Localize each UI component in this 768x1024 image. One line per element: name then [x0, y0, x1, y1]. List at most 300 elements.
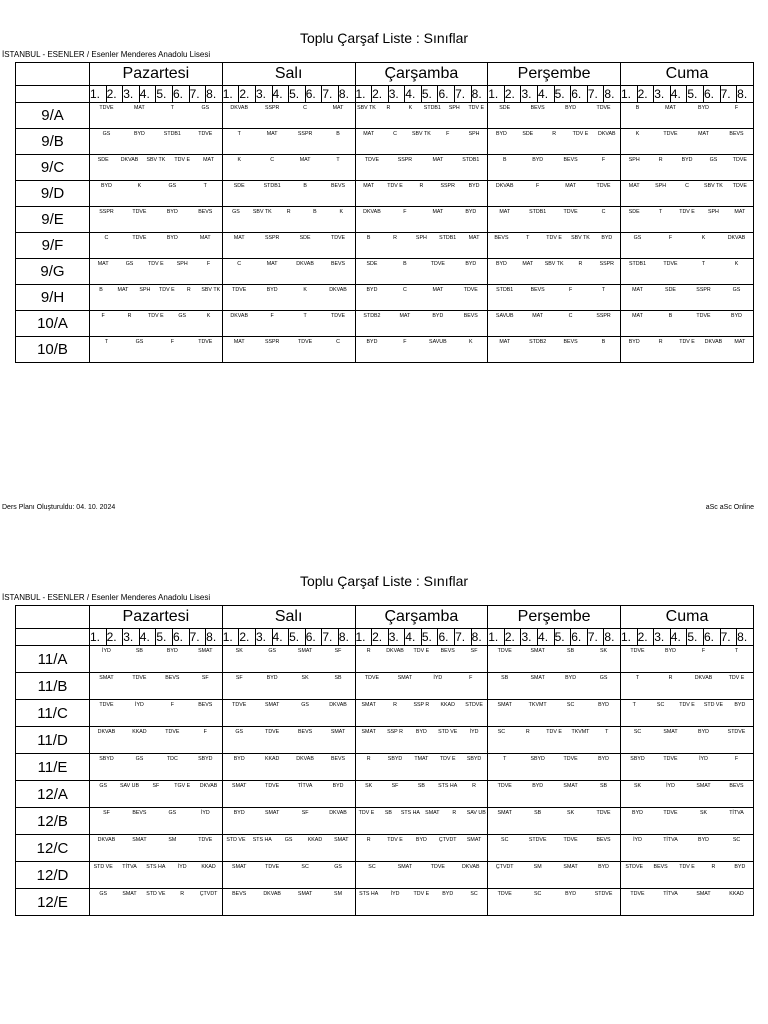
- lesson-code: BYD: [565, 675, 577, 681]
- day-lessons-cell: [90, 155, 223, 181]
- day-lessons-cell: [222, 207, 355, 233]
- table-row: [16, 754, 754, 781]
- lesson-code: F: [206, 261, 211, 267]
- lesson-code: DKVAB: [296, 261, 314, 267]
- day-header: Perşembe: [488, 63, 621, 86]
- lesson-code: SK: [599, 648, 608, 654]
- lesson-code: T: [701, 261, 706, 267]
- lesson-code: BYD: [532, 157, 544, 163]
- day-lessons-cell: [355, 781, 488, 808]
- lesson-code: B: [303, 183, 307, 189]
- lesson-code: DKVAB: [727, 235, 746, 241]
- lesson-code: SC: [533, 891, 542, 897]
- lesson-code: TKVMT: [528, 702, 547, 708]
- lesson-code: DKVAB: [97, 729, 116, 735]
- lesson-code: SSPR: [99, 209, 114, 215]
- lesson-code: SPH: [655, 183, 667, 189]
- lesson-code: R: [386, 105, 391, 111]
- lesson-code: SMAT: [297, 648, 313, 654]
- lesson-code: SB: [384, 810, 392, 816]
- lesson-code: BYD: [366, 339, 378, 345]
- day-lessons-cell: [222, 155, 355, 181]
- day-header: Pazartesi: [90, 606, 223, 629]
- lesson-code: MAT: [532, 313, 544, 319]
- lesson-code: TDV E: [413, 648, 430, 654]
- lesson-code: STD VE: [93, 864, 113, 870]
- lesson-code: STS HA: [400, 810, 420, 816]
- lesson-code: TDV E: [174, 157, 190, 163]
- day-lessons-cell: [90, 311, 223, 337]
- lesson-code: GS: [135, 756, 144, 762]
- class-name: 12/D: [16, 862, 90, 889]
- lesson-code: TDV E: [728, 675, 745, 681]
- lesson-code: SBYD: [466, 756, 482, 762]
- lesson-code: TDVE: [732, 157, 747, 163]
- period-header: 4.: [272, 629, 289, 646]
- lesson-code: K: [701, 235, 706, 241]
- lesson-code: SK: [301, 675, 309, 681]
- lesson-code: GS: [125, 261, 134, 267]
- class-name: 11/E: [16, 754, 90, 781]
- lesson-code: SF: [103, 810, 110, 816]
- lesson-code: STS HA: [438, 783, 458, 789]
- lesson-code: DKVAB: [199, 783, 218, 789]
- lesson-code: DKVAB: [704, 339, 723, 345]
- lesson-code: KKAD: [201, 864, 216, 870]
- lesson-code: MAT: [363, 131, 375, 137]
- lesson-code: BYD: [565, 105, 577, 111]
- lesson-code: R: [552, 131, 557, 137]
- lesson-code: B: [99, 287, 103, 293]
- table-row: [16, 862, 754, 889]
- lesson-code: MAT: [233, 339, 245, 345]
- day-lessons-cell: [488, 673, 621, 700]
- lesson-code: BEVS: [330, 756, 346, 762]
- lesson-code: DKVAB: [495, 183, 514, 189]
- day-lessons-cell: [90, 207, 223, 233]
- period-header: 4.: [405, 86, 422, 103]
- day-lessons-cell: [222, 181, 355, 207]
- lesson-code: TDVE: [563, 209, 578, 215]
- lesson-code: TDVE: [563, 756, 578, 762]
- lesson-code: TDVE: [198, 339, 213, 345]
- lesson-code: BEVS: [530, 287, 545, 293]
- day-lessons-cell: [355, 337, 488, 363]
- lesson-code: BYD: [532, 783, 544, 789]
- footer-created: Ders Planı Oluşturuldu: 04. 10. 2024: [2, 504, 116, 511]
- lesson-code: MAT: [468, 235, 480, 241]
- lesson-code: SMAT: [696, 783, 711, 789]
- lesson-code: STDB1: [423, 105, 441, 111]
- lesson-code: SM: [334, 891, 342, 897]
- period-header: 2.: [637, 629, 654, 646]
- period-header: 1.: [488, 86, 505, 103]
- lesson-code: K: [137, 183, 142, 189]
- lesson-code: SF: [201, 675, 209, 681]
- lesson-code: R: [419, 183, 424, 189]
- lesson-code: BYD: [628, 339, 640, 345]
- lesson-code: STS HA: [252, 837, 272, 843]
- table-row: [16, 337, 754, 363]
- lesson-code: İYD: [433, 675, 443, 681]
- lesson-code: SBV TK: [704, 183, 723, 189]
- lesson-code: SM: [533, 864, 542, 870]
- class-name: 12/C: [16, 835, 90, 862]
- lesson-code: F: [734, 105, 739, 111]
- lesson-code: SK: [365, 783, 373, 789]
- day-header: Cuma: [621, 606, 754, 629]
- lesson-code: K: [237, 157, 241, 163]
- day-lessons-cell: [90, 103, 223, 129]
- table-row: [16, 889, 754, 916]
- lesson-code: K: [339, 209, 344, 215]
- day-lessons-cell: [90, 835, 223, 862]
- lesson-code: GS: [168, 810, 177, 816]
- day-lessons-cell: [222, 311, 355, 337]
- class-name: 9/E: [16, 207, 90, 233]
- day-lessons-cell: [488, 781, 621, 808]
- period-header: 8.: [471, 629, 488, 646]
- lesson-code: SMAT: [397, 675, 413, 681]
- period-header: 4.: [405, 629, 422, 646]
- lesson-code: B: [601, 339, 606, 345]
- lesson-code: SB: [135, 648, 143, 654]
- day-lessons-cell: [621, 781, 754, 808]
- period-header: 5.: [421, 629, 438, 646]
- lesson-code: BEVS: [530, 105, 545, 111]
- lesson-code: GS: [709, 157, 718, 163]
- lesson-code: TDVE: [497, 891, 512, 897]
- lesson-code: İYD: [102, 648, 111, 654]
- period-header: 8.: [471, 86, 488, 103]
- day-lessons-cell: [222, 862, 355, 889]
- lesson-code: TDV E: [148, 313, 164, 319]
- lesson-code: MAT: [499, 339, 511, 345]
- lesson-code: GS: [201, 105, 210, 111]
- lesson-code: TDVE: [596, 183, 611, 189]
- table-row: [16, 103, 754, 129]
- lesson-code: TDVE: [696, 313, 711, 319]
- period-header: 2.: [504, 86, 521, 103]
- lesson-code: TDV E: [387, 837, 403, 843]
- day-lessons-cell: [355, 285, 488, 311]
- lesson-code: STD VE: [703, 702, 723, 708]
- lesson-code: KKAD: [440, 702, 455, 708]
- day-lessons-cell: [355, 233, 488, 259]
- corner-cell: [16, 63, 90, 86]
- lesson-code: MAT: [363, 183, 375, 189]
- lesson-code: STDB1: [628, 261, 647, 267]
- lesson-code: BYD: [681, 157, 693, 163]
- lesson-code: TDVE: [265, 864, 280, 870]
- lesson-code: KKAD: [132, 729, 147, 735]
- lesson-code: SDE: [499, 105, 511, 111]
- day-lessons-cell: [488, 181, 621, 207]
- table-row: [16, 673, 754, 700]
- lesson-code: SMAT: [297, 891, 313, 897]
- lesson-code: C: [270, 157, 275, 163]
- lesson-code: DKVAB: [120, 157, 139, 163]
- lesson-code: DKVAB: [263, 891, 281, 897]
- lesson-code: MAT: [266, 131, 278, 137]
- class-name: 9/G: [16, 259, 90, 285]
- lesson-code: SPH: [707, 209, 719, 215]
- lesson-code: R: [711, 864, 716, 870]
- day-lessons-cell: [488, 233, 621, 259]
- lesson-code: İYD: [177, 864, 187, 870]
- lesson-code: GS: [99, 891, 107, 897]
- period-header: 5.: [554, 629, 571, 646]
- lesson-code: R: [366, 837, 371, 843]
- lesson-code: TKVMT: [571, 729, 590, 735]
- lesson-code: SK: [699, 810, 708, 816]
- period-header: 6.: [172, 629, 189, 646]
- day-lessons-cell: [90, 862, 223, 889]
- lesson-code: GS: [633, 235, 642, 241]
- period-header: 6.: [571, 86, 588, 103]
- day-lessons-cell: [488, 835, 621, 862]
- lesson-code: TDVE: [663, 756, 678, 762]
- class-name: 12/E: [16, 889, 90, 916]
- lesson-code: BEVS: [165, 675, 180, 681]
- period-header: 6.: [571, 629, 588, 646]
- lesson-code: BYD: [465, 209, 477, 215]
- day-lessons-cell: [355, 311, 488, 337]
- lesson-code: T: [336, 157, 340, 163]
- period-header: 1.: [355, 86, 372, 103]
- lesson-code: BEVS: [596, 837, 611, 843]
- lesson-code: SF: [301, 810, 309, 816]
- lesson-code: SPH: [139, 287, 151, 293]
- lesson-code: B: [668, 313, 673, 319]
- lesson-code: SC: [368, 864, 376, 870]
- day-lessons-cell: [222, 673, 355, 700]
- lesson-code: BYD: [601, 235, 613, 241]
- lesson-code: SBYD: [198, 756, 213, 762]
- lesson-code: TDVE: [165, 729, 180, 735]
- period-header: 3.: [123, 86, 140, 103]
- lesson-code: SMAT: [198, 648, 213, 654]
- lesson-code: SSP R: [413, 702, 430, 708]
- day-lessons-cell: [621, 835, 754, 862]
- day-lessons-cell: [355, 835, 488, 862]
- day-header: Salı: [222, 606, 355, 629]
- lesson-code: B: [635, 105, 640, 111]
- table-row: [16, 155, 754, 181]
- lesson-code: SC: [732, 837, 741, 843]
- period-header: 3.: [521, 86, 538, 103]
- lesson-code: TDVE: [663, 261, 678, 267]
- lesson-code: İYD: [633, 837, 642, 843]
- period-header: 4.: [139, 629, 156, 646]
- period-header: 2.: [372, 629, 389, 646]
- school-name: İSTANBUL - ESENLER / Esenler Menderes Anadolu Lisesi: [2, 593, 211, 602]
- period-header: 6.: [305, 629, 322, 646]
- lesson-code: BYD: [233, 756, 245, 762]
- lesson-code: TDVE: [198, 837, 213, 843]
- lesson-code: SDE: [366, 261, 378, 267]
- day-lessons-cell: [222, 781, 355, 808]
- lesson-code: STDVE: [727, 729, 746, 735]
- lesson-code: MAT: [203, 157, 214, 163]
- period-header: 7.: [720, 629, 737, 646]
- page-1: [0, 30, 768, 510]
- lesson-code: SK: [633, 783, 642, 789]
- day-lessons-cell: [488, 889, 621, 916]
- lesson-code: F: [536, 183, 540, 189]
- lesson-code: BYD: [415, 729, 427, 735]
- lesson-code: TDVE: [298, 339, 313, 345]
- period-header: 4.: [538, 86, 555, 103]
- lesson-code: BYD: [734, 864, 746, 870]
- lesson-code: F: [701, 648, 706, 654]
- lesson-code: BEVS: [232, 891, 247, 897]
- lesson-code: BYD: [101, 183, 112, 189]
- lesson-code: STS HA: [359, 891, 379, 897]
- lesson-code: BYD: [598, 702, 609, 708]
- lesson-code: R: [525, 729, 530, 735]
- lesson-code: BYD: [432, 313, 444, 319]
- period-header: 6.: [172, 86, 189, 103]
- lesson-code: F: [446, 131, 450, 137]
- period-header: 2.: [372, 86, 389, 103]
- lesson-code: R: [658, 339, 663, 345]
- lesson-code: K: [408, 105, 413, 111]
- period-header: 6.: [438, 86, 455, 103]
- lesson-code: TİTVA: [663, 891, 678, 897]
- lesson-code: T: [526, 235, 530, 241]
- lesson-code: GS: [235, 729, 244, 735]
- lesson-code: SC: [497, 729, 506, 735]
- period-header: 3.: [521, 629, 538, 646]
- lesson-code: R: [366, 756, 371, 762]
- period-header: 8.: [604, 86, 621, 103]
- lesson-code: TDV E: [572, 131, 589, 137]
- lesson-code: SBV TK: [411, 131, 431, 137]
- lesson-code: SSPR: [397, 157, 413, 163]
- period-header: 5.: [687, 629, 704, 646]
- lesson-code: DKVAB: [296, 756, 314, 762]
- day-lessons-cell: [222, 835, 355, 862]
- lesson-code: SC: [470, 891, 478, 897]
- day-lessons-cell: [355, 103, 488, 129]
- lesson-code: BYD: [133, 131, 145, 137]
- class-name: 10/B: [16, 337, 90, 363]
- day-lessons-cell: [222, 259, 355, 285]
- day-header: Cuma: [621, 63, 754, 86]
- lesson-code: BYD: [698, 837, 709, 843]
- lesson-code: İYD: [134, 702, 144, 708]
- lesson-code: BEVS: [330, 183, 346, 189]
- day-lessons-cell: [355, 181, 488, 207]
- class-name: 9/H: [16, 285, 90, 311]
- lesson-code: TDVE: [265, 729, 280, 735]
- lesson-code: R: [578, 261, 583, 267]
- period-header: 3.: [388, 86, 405, 103]
- day-lessons-cell: [488, 207, 621, 233]
- lesson-code: TDC: [166, 756, 178, 762]
- lesson-code: TİTVA: [122, 864, 137, 870]
- lesson-code: SBV TK: [201, 287, 221, 293]
- lesson-code: BYD: [495, 131, 507, 137]
- day-lessons-cell: [621, 103, 754, 129]
- lesson-code: MAT: [117, 287, 129, 293]
- lesson-code: SDE: [628, 209, 640, 215]
- lesson-code: BYD: [442, 891, 454, 897]
- lesson-code: TDVE: [99, 702, 114, 708]
- lesson-code: TDVE: [463, 287, 478, 293]
- lesson-code: STDVE: [594, 891, 613, 897]
- lesson-code: TDVE: [563, 837, 578, 843]
- period-header: 5.: [687, 86, 704, 103]
- lesson-code: MAT: [134, 105, 145, 111]
- lesson-code: STD VE: [146, 891, 166, 897]
- lesson-code: STD VE: [226, 837, 246, 843]
- lesson-code: DKVAB: [363, 209, 381, 215]
- day-lessons-cell: [90, 646, 223, 673]
- day-lessons-cell: [90, 889, 223, 916]
- period-header: 4.: [272, 86, 289, 103]
- lesson-code: MAT: [233, 235, 245, 241]
- lesson-code: İYD: [666, 783, 675, 789]
- lesson-code: DKVAB: [230, 313, 248, 319]
- lesson-code: BYD: [731, 313, 742, 319]
- lesson-code: T: [503, 756, 507, 762]
- lesson-code: GS: [284, 837, 293, 843]
- period-header: 3.: [123, 629, 140, 646]
- lesson-code: F: [568, 287, 573, 293]
- lesson-code: SC: [566, 702, 575, 708]
- day-lessons-cell: [488, 285, 621, 311]
- table-row: [16, 181, 754, 207]
- table-row: [16, 700, 754, 727]
- day-lessons-cell: [90, 285, 223, 311]
- period-header: 3.: [388, 629, 405, 646]
- lesson-code: R: [127, 313, 132, 319]
- class-name: 12/B: [16, 808, 90, 835]
- lesson-code: SMAT: [361, 702, 376, 708]
- lesson-code: STD VE: [438, 729, 458, 735]
- day-lessons-cell: [90, 259, 223, 285]
- day-lessons-cell: [621, 207, 754, 233]
- lesson-code: SC: [301, 864, 309, 870]
- lesson-code: SPH: [448, 105, 460, 111]
- lesson-code: TDVE: [265, 783, 280, 789]
- lesson-code: BEVS: [563, 339, 578, 345]
- lesson-code: TDVE: [132, 235, 147, 241]
- lesson-code: T: [170, 105, 174, 111]
- lesson-code: SMAT: [563, 783, 578, 789]
- lesson-code: BYD: [665, 648, 676, 654]
- lesson-code: SMAT: [122, 891, 137, 897]
- period-header: 7.: [587, 629, 604, 646]
- lesson-code: SBYD: [530, 756, 545, 762]
- period-header: 5.: [156, 86, 173, 103]
- day-lessons-cell: [488, 646, 621, 673]
- class-name: 11/A: [16, 646, 90, 673]
- lesson-code: T: [601, 287, 606, 293]
- lesson-code: TİTVA: [297, 783, 313, 789]
- day-lessons-cell: [621, 646, 754, 673]
- lesson-code: STDVE: [528, 837, 547, 843]
- lesson-code: F: [101, 313, 105, 319]
- period-header: 5.: [156, 629, 173, 646]
- lesson-code: B: [502, 157, 507, 163]
- day-lessons-cell: [621, 181, 754, 207]
- lesson-code: BEVS: [298, 729, 313, 735]
- lesson-code: İYD: [699, 756, 708, 762]
- lesson-code: MAT: [665, 105, 676, 111]
